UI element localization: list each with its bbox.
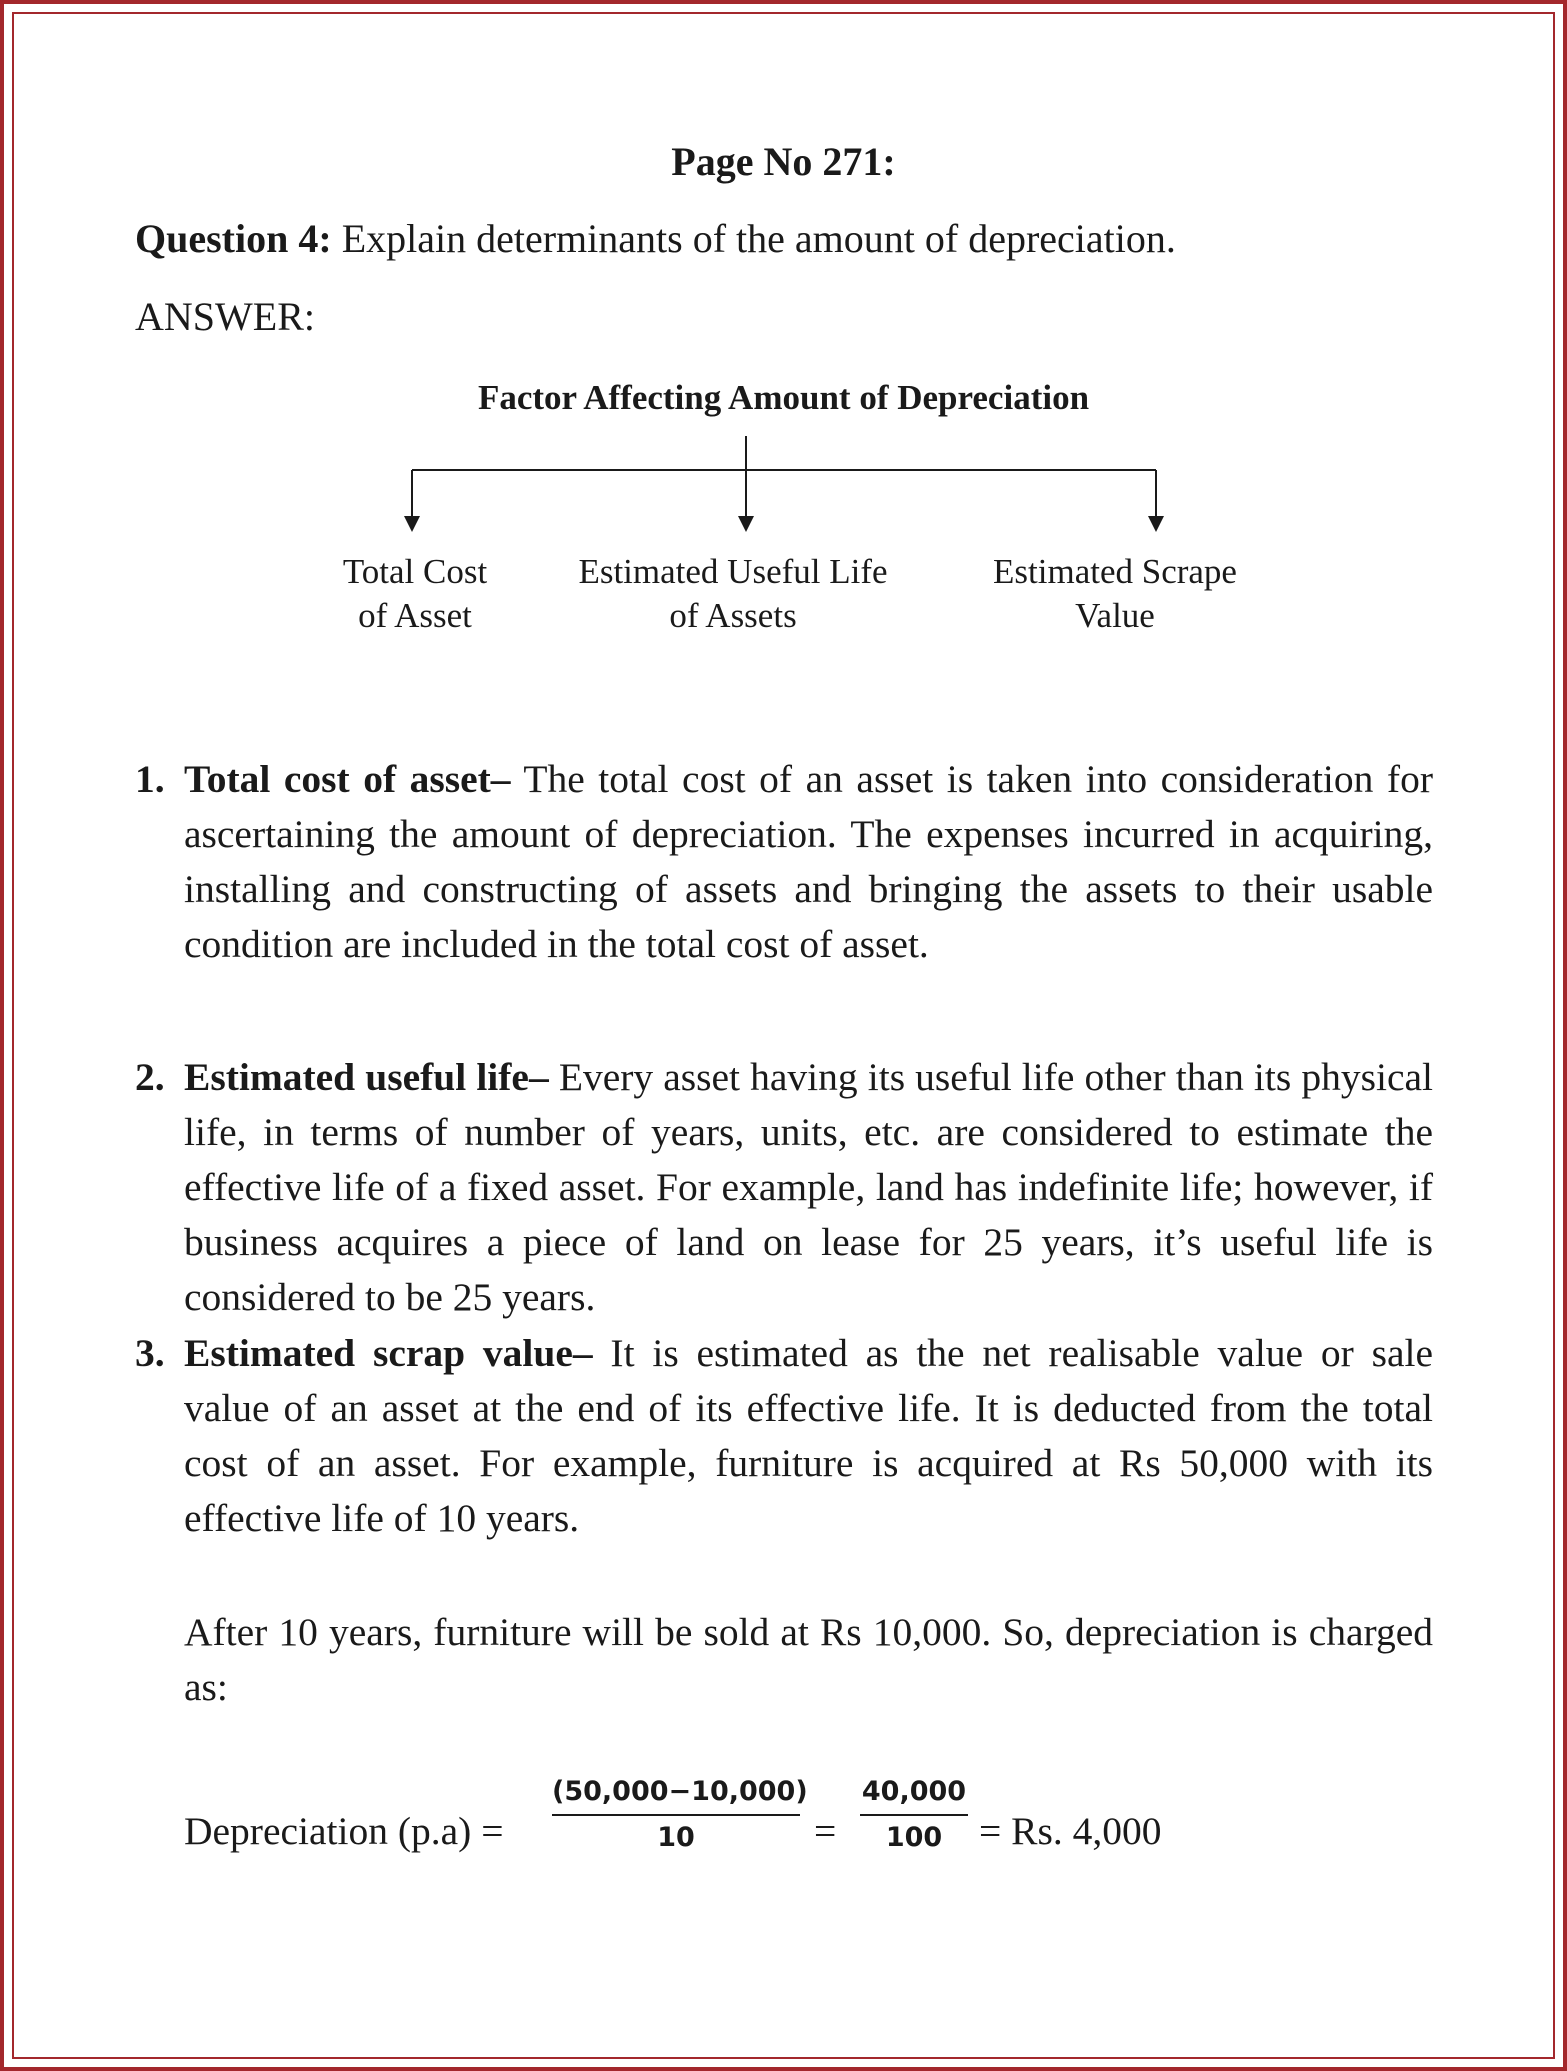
- list-item: [135, 752, 1433, 972]
- item-body: [184, 1326, 1433, 1546]
- fraction-1-numerator: (50,000−10,000): [552, 1776, 808, 1807]
- item-title: Estimated useful life–: [184, 1055, 549, 1099]
- arrow-down-icon: [404, 516, 420, 532]
- diagram-connectors: [0, 0, 1567, 560]
- question-text: Explain determinants of the amount of depreciation.: [331, 216, 1176, 261]
- item-title: Estimated scrap value–: [184, 1331, 593, 1375]
- item-body: [184, 1050, 1433, 1325]
- item-title: Total cost of asset–: [184, 757, 511, 801]
- node-line: Estimated Useful Life: [578, 552, 888, 591]
- list-item: [135, 1326, 1433, 1546]
- arrow-down-icon: [1148, 516, 1164, 532]
- item-number: 3.: [135, 1331, 165, 1375]
- arrow-down-icon: [738, 516, 754, 532]
- formula-label: Depreciation (p.a) =: [184, 1809, 504, 1853]
- fraction-bar: [860, 1814, 968, 1816]
- item-text: Every asset having its useful life other than its physical life, in terms of number of years, units, etc. are considered to estimate the effective life of a fixed asset. For example, land has indefinite life; however, if business acquires a piece of land on lease for 25 years, it’s useful life is considered to be 25 years.: [184, 1055, 1433, 1319]
- equals-sign: =: [814, 1809, 837, 1853]
- node-line: of Asset: [358, 596, 472, 635]
- question-label: Question 4:: [135, 216, 332, 261]
- fraction-2-numerator: 40,000: [861, 1776, 967, 1807]
- formula-result: = Rs. 4,000: [979, 1809, 1162, 1853]
- diagram-node-useful-life: [550, 550, 916, 638]
- fraction-bar: [552, 1814, 800, 1816]
- diagram-node-scrap-value: [960, 550, 1270, 638]
- after-text: After 10 years, furniture will be sold at Rs 10,000. So, depreciation is charged as:: [184, 1610, 1433, 1709]
- item-text: The total cost of an asset is taken into consideration for ascertaining the amount of depreciation. The expenses incurred in acquiring, installing and constructing of assets and bringing the assets to their usable condition are included in the total cost of asset.: [184, 757, 1433, 966]
- fraction-2: [860, 1774, 968, 1856]
- item-number: 1.: [135, 757, 165, 801]
- node-line: Estimated Scrape: [993, 552, 1237, 591]
- fraction-1-denominator: 10: [657, 1822, 695, 1853]
- item-text: It is estimated as the net realisable value or sale value of an asset at the end of its effective life. It is deducted from the total cost of an asset. For example, furniture is acquired at Rs 50,000 with its effective life of 10 years.: [184, 1331, 1433, 1540]
- item-number: 2.: [135, 1055, 165, 1099]
- node-line: Value: [1075, 596, 1155, 635]
- diagram-node-total-cost: [295, 550, 535, 638]
- list-item: [135, 1050, 1433, 1325]
- answer-label: ANSWER:: [135, 294, 315, 339]
- page-number: Page No 271:: [671, 139, 896, 184]
- node-line: Total Cost: [342, 552, 488, 591]
- fraction-2-denominator: 100: [885, 1822, 943, 1853]
- diagram-title: Factor Affecting Amount of Depreciation: [477, 378, 1090, 417]
- item-body: [184, 752, 1433, 972]
- node-line: of Assets: [669, 596, 797, 635]
- fraction-1: [552, 1774, 808, 1856]
